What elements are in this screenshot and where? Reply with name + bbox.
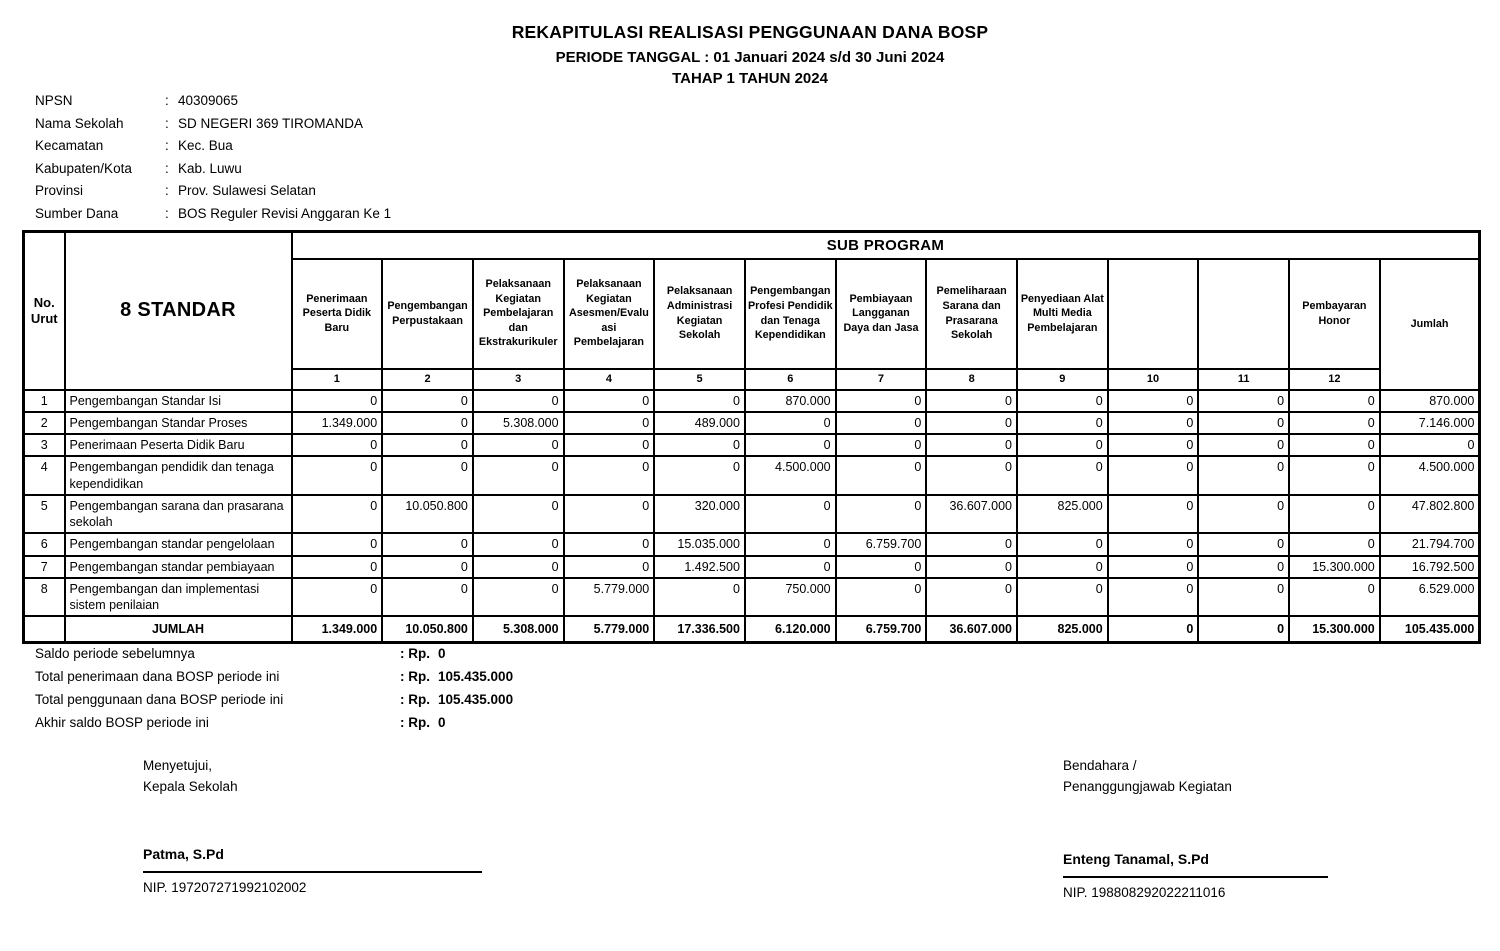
meta-value: 40309065 [178, 93, 239, 108]
summary-row-penggunaan [35, 692, 513, 715]
cell-value: 0 [292, 456, 383, 495]
cell-value: 0 [745, 412, 836, 434]
cell-value: 0 [1289, 495, 1380, 534]
total-row-label: JUMLAH [65, 616, 292, 642]
cell-value: 0 [473, 495, 564, 534]
meta-colon: : [165, 93, 169, 108]
row-label: Pengembangan Standar Proses [65, 412, 292, 434]
row-number: 1 [24, 390, 65, 412]
school-info [35, 93, 391, 228]
cell-value: 320.000 [654, 495, 745, 534]
cell-value: 0 [836, 578, 927, 617]
cell-value: 4.500.000 [745, 456, 836, 495]
currency-label: : Rp. [400, 646, 431, 661]
cell-value: 0 [1017, 412, 1108, 434]
cell-value: 1.349.000 [292, 412, 383, 434]
col-header-10 [1108, 259, 1199, 369]
cell-value: 0 [1017, 434, 1108, 456]
cell-value: 6.759.700 [836, 533, 927, 555]
signature-role-line2: Penanggungjawab Kegiatan [1063, 779, 1232, 794]
table-body [24, 390, 1480, 643]
col-number: 3 [473, 369, 564, 390]
row-total: 870.000 [1380, 390, 1480, 412]
total-cell-value: 5.779.000 [564, 616, 655, 642]
row-label: Pengembangan Standar Isi [65, 390, 292, 412]
cell-value: 0 [654, 434, 745, 456]
col-number: 6 [745, 369, 836, 390]
cell-value: 0 [745, 434, 836, 456]
row-total: 16.792.500 [1380, 556, 1480, 578]
row-label: Pengembangan standar pembiayaan [65, 556, 292, 578]
cell-value: 0 [1198, 556, 1289, 578]
col-header-9: Penyediaan Alat Multi Media Pembelajaran [1017, 259, 1108, 369]
col-header-sub-program: SUB PROGRAM [292, 232, 1480, 259]
row-total: 47.802.800 [1380, 495, 1480, 534]
cell-value: 0 [564, 456, 655, 495]
cell-value: 0 [564, 412, 655, 434]
cell-value: 0 [836, 412, 927, 434]
total-cell-value: 15.300.000 [1289, 616, 1380, 642]
cell-value: 0 [1017, 578, 1108, 617]
cell-value: 870.000 [745, 390, 836, 412]
meta-value: SD NEGERI 369 TIROMANDA [178, 115, 364, 131]
summary-value: 0 [438, 646, 446, 661]
cell-value: 0 [1017, 533, 1108, 555]
cell-value: 0 [1289, 390, 1380, 412]
table-row [24, 533, 1480, 555]
cell-value: 5.779.000 [564, 578, 655, 617]
meta-value: BOS Reguler Revisi Anggaran Ke 1 [178, 205, 392, 221]
signature-block-bendahara [1063, 755, 1328, 900]
meta-label: NPSN [35, 93, 73, 108]
cell-value: 489.000 [654, 412, 745, 434]
cell-value: 0 [564, 434, 655, 456]
cell-value: 0 [1198, 390, 1289, 412]
cell-value: 10.050.800 [382, 495, 473, 534]
cell-value: 0 [473, 578, 564, 617]
meta-colon: : [165, 115, 169, 131]
cell-value: 36.607.000 [926, 495, 1017, 534]
cell-value: 0 [564, 390, 655, 412]
signature-nip: NIP. 197207271992102002 [143, 880, 307, 895]
row-label: Pengembangan sarana dan prasarana sekolah [65, 495, 292, 534]
cell-value: 0 [836, 556, 927, 578]
row-number: 8 [24, 578, 65, 617]
total-cell-value: 1.349.000 [292, 616, 383, 642]
meta-colon: : [165, 138, 169, 153]
total-cell-value: 17.336.500 [654, 616, 745, 642]
cell-value: 0 [926, 556, 1017, 578]
meta-colon: : [165, 205, 169, 221]
cell-value: 0 [382, 434, 473, 456]
cell-value: 0 [926, 533, 1017, 555]
col-header-jumlah: Jumlah [1380, 259, 1480, 390]
cell-value: 0 [473, 434, 564, 456]
table-row [24, 495, 1480, 534]
cell-value: 0 [654, 390, 745, 412]
row-number: 5 [24, 495, 65, 534]
row-number: 4 [24, 456, 65, 495]
cell-value: 0 [292, 434, 383, 456]
cell-value: 0 [1289, 412, 1380, 434]
currency-label: : Rp. [400, 692, 431, 707]
cell-value: 0 [926, 390, 1017, 412]
col-header-8-standar: 8 STANDAR [65, 232, 292, 390]
cell-value: 0 [1198, 578, 1289, 617]
table-row [24, 390, 1480, 412]
signature-role-line2: Kepala Sekolah [143, 779, 238, 794]
cell-value: 0 [564, 556, 655, 578]
summary-value: 105.435.000 [438, 692, 514, 707]
col-number: 8 [926, 369, 1017, 390]
row-label: Pengembangan standar pengelolaan [65, 533, 292, 555]
document-title-block [0, 22, 1500, 91]
cell-value: 0 [473, 556, 564, 578]
cell-value: 825.000 [1017, 495, 1108, 534]
cell-value: 0 [382, 556, 473, 578]
row-label: Penerimaan Peserta Didik Baru [65, 434, 292, 456]
meta-row-npsn [35, 93, 391, 116]
col-header-7: Pembiayaan Langganan Daya dan Jasa [836, 259, 927, 369]
fund-summary [35, 646, 513, 738]
cell-value: 0 [926, 456, 1017, 495]
col-header-5: Pelaksanaan Administrasi Kegiatan Sekolah [654, 259, 745, 369]
cell-value: 0 [926, 578, 1017, 617]
recap-table [22, 230, 1481, 644]
cell-value: 0 [564, 533, 655, 555]
col-header-no-urut: No. Urut [24, 232, 65, 390]
total-cell-value: 6.120.000 [745, 616, 836, 642]
cell-value: 0 [926, 412, 1017, 434]
cell-value: 0 [1289, 456, 1380, 495]
col-header-1: Penerimaan Peserta Didik Baru [292, 259, 383, 369]
total-cell-value: 0 [1108, 616, 1199, 642]
cell-value: 0 [382, 412, 473, 434]
cell-value: 0 [473, 533, 564, 555]
cell-value: 1.492.500 [654, 556, 745, 578]
cell-value: 0 [1198, 456, 1289, 495]
col-number: 9 [1017, 369, 1108, 390]
cell-value: 0 [292, 578, 383, 617]
col-header-3: Pelaksanaan Kegiatan Pembelajaran dan Ekstrakurikuler [473, 259, 564, 369]
summary-value: 105.435.000 [438, 669, 514, 684]
col-header-12: Pembayaran Honor [1289, 259, 1380, 369]
meta-label: Provinsi [35, 183, 84, 198]
signature-name: Patma, S.Pd [143, 846, 224, 862]
meta-row-nama-sekolah [35, 116, 391, 139]
row-total: 4.500.000 [1380, 456, 1480, 495]
cell-value: 0 [1198, 434, 1289, 456]
table-row [24, 456, 1480, 495]
col-header-4: Pelaksanaan Kegiatan Asesmen/Evaluasi Pembelajaran [564, 259, 655, 369]
signature-nip: NIP. 198808292022211016 [1063, 885, 1226, 900]
cell-value: 0 [473, 456, 564, 495]
cell-value: 0 [564, 495, 655, 534]
col-number: 1 [292, 369, 383, 390]
currency-label: : Rp. [400, 715, 431, 730]
table-row [24, 412, 1480, 434]
signature-role-line1: Menyetujui, [143, 758, 213, 773]
signature-line [143, 871, 482, 873]
document-title: REKAPITULASI REALISASI PENGGUNAAN DANA BOSP [511, 22, 989, 42]
table-row [24, 556, 1480, 578]
cell-value: 0 [836, 495, 927, 534]
cell-value: 0 [1017, 390, 1108, 412]
total-cell-value: 6.759.700 [836, 616, 927, 642]
currency-label: : Rp. [400, 669, 431, 684]
cell-value: 0 [1289, 578, 1380, 617]
cell-value: 0 [1108, 556, 1199, 578]
summary-row-saldo-akhir [35, 715, 513, 738]
row-label: Pengembangan dan implementasi sistem penilaian [65, 578, 292, 617]
meta-colon: : [165, 183, 169, 198]
total-cell-value: 10.050.800 [382, 616, 473, 642]
cell-value: 0 [292, 533, 383, 555]
summary-value: 0 [438, 715, 446, 730]
cell-value: 0 [1017, 556, 1108, 578]
cell-value: 0 [1017, 456, 1108, 495]
row-total: 0 [1380, 434, 1480, 456]
cell-value: 0 [1198, 533, 1289, 555]
cell-value: 0 [382, 533, 473, 555]
row-total: 7.146.000 [1380, 412, 1480, 434]
total-cell-value: 5.308.000 [473, 616, 564, 642]
col-header-11 [1198, 259, 1289, 369]
cell-value: 0 [654, 456, 745, 495]
cell-value: 0 [473, 390, 564, 412]
row-number: 3 [24, 434, 65, 456]
col-header-8: Pemeliharaan Sarana dan Prasarana Sekolah [926, 259, 1017, 369]
row-total: 6.529.000 [1380, 578, 1480, 617]
table-total-row [24, 616, 1480, 642]
total-cell-value: 36.607.000 [926, 616, 1017, 642]
cell-value: 750.000 [745, 578, 836, 617]
cell-value: 0 [1108, 578, 1199, 617]
cell-value: 0 [382, 390, 473, 412]
cell-value: 0 [654, 578, 745, 617]
cell-value: 0 [745, 495, 836, 534]
table-header [24, 232, 1480, 390]
summary-row-penerimaan [35, 669, 513, 692]
col-header-2: Pengembangan Perpustakaan [382, 259, 473, 369]
cell-value: 0 [745, 533, 836, 555]
row-number: 2 [24, 412, 65, 434]
cell-value: 0 [1108, 434, 1199, 456]
cell-value: 0 [1289, 434, 1380, 456]
document-stage: TAHAP 1 TAHUN 2024 [672, 70, 828, 87]
col-number: 4 [564, 369, 655, 390]
meta-label: Kabupaten/Kota [35, 160, 132, 176]
cell-value: 0 [836, 434, 927, 456]
meta-row-kecamatan [35, 138, 391, 161]
meta-label: Kecamatan [35, 138, 104, 153]
cell-value: 0 [1108, 495, 1199, 534]
summary-label: Saldo periode sebelumnya [35, 646, 195, 661]
col-number: 10 [1108, 369, 1199, 390]
row-number: 6 [24, 533, 65, 555]
cell-value: 0 [382, 578, 473, 617]
signature-line [1063, 876, 1328, 878]
summary-label: Total penggunaan dana BOSP periode ini [35, 692, 284, 707]
table-row [24, 578, 1480, 617]
col-header-6: Pengembangan Profesi Pendidik dan Tenaga Kependidikan [745, 259, 836, 369]
document-period: PERIODE TANGGAL : 01 Januari 2024 s/d 30 Juni 2024 [555, 49, 945, 66]
cell-value: 0 [1198, 495, 1289, 534]
row-label: Pengembangan pendidik dan tenaga kependidikan [65, 456, 292, 495]
col-number: 5 [654, 369, 745, 390]
cell-value: 0 [382, 456, 473, 495]
summary-label: Total penerimaan dana BOSP periode ini [35, 669, 280, 684]
col-number: 2 [382, 369, 473, 390]
cell-value: 15.300.000 [1289, 556, 1380, 578]
meta-colon: : [165, 160, 169, 176]
meta-row-provinsi [35, 183, 391, 206]
total-row-empty-cell [24, 616, 65, 642]
table-row [24, 434, 1480, 456]
cell-value: 0 [292, 390, 383, 412]
signature-block-kepala-sekolah [143, 755, 482, 895]
cell-value: 0 [292, 495, 383, 534]
summary-label: Akhir saldo BOSP periode ini [35, 715, 209, 730]
row-number: 7 [24, 556, 65, 578]
signature-name: Enteng Tanamal, S.Pd [1063, 851, 1209, 867]
signature-role-line1: Bendahara / [1063, 758, 1137, 773]
cell-value: 0 [836, 456, 927, 495]
cell-value: 0 [1108, 390, 1199, 412]
meta-value: Kab. Luwu [178, 160, 242, 176]
grand-total: 105.435.000 [1380, 616, 1480, 642]
cell-value: 0 [1108, 533, 1199, 555]
cell-value: 0 [745, 556, 836, 578]
meta-value: Kec. Bua [178, 138, 233, 153]
meta-row-kabupaten [35, 161, 391, 184]
cell-value: 0 [1198, 412, 1289, 434]
meta-row-sumber-dana [35, 206, 391, 229]
meta-value: Prov. Sulawesi Selatan [178, 183, 316, 198]
cell-value: 0 [926, 434, 1017, 456]
cell-value: 0 [1108, 412, 1199, 434]
cell-value: 5.308.000 [473, 412, 564, 434]
cell-value: 0 [292, 556, 383, 578]
cell-value: 0 [836, 390, 927, 412]
col-number: 12 [1289, 369, 1380, 390]
cell-value: 0 [1289, 533, 1380, 555]
total-cell-value: 825.000 [1017, 616, 1108, 642]
cell-value: 0 [1108, 456, 1199, 495]
row-total: 21.794.700 [1380, 533, 1480, 555]
col-number: 11 [1198, 369, 1289, 390]
cell-value: 15.035.000 [654, 533, 745, 555]
meta-label: Nama Sekolah [35, 115, 124, 131]
meta-label: Sumber Dana [35, 205, 119, 221]
col-number: 7 [836, 369, 927, 390]
total-cell-value: 0 [1198, 616, 1289, 642]
summary-row-saldo-awal [35, 646, 513, 669]
